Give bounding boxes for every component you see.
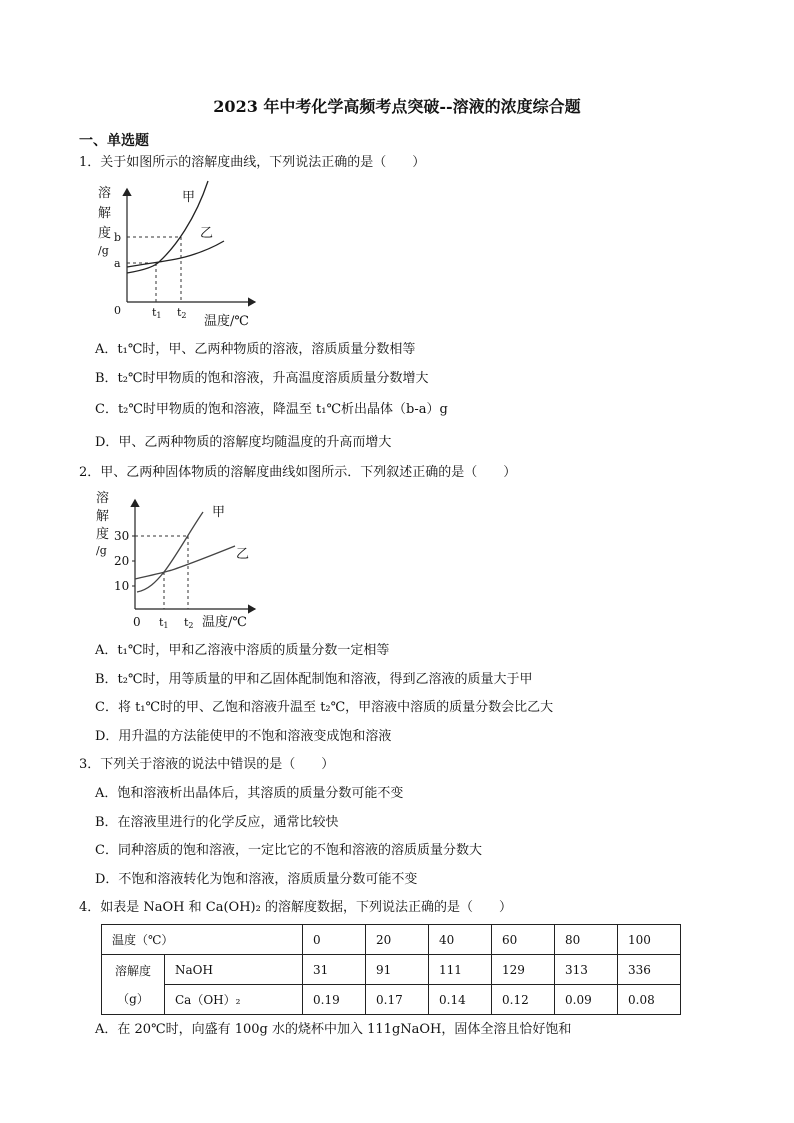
- q1-option-b: B．t₂℃时甲物质的饱和溶液，升高温度溶质质量分数增大: [95, 371, 429, 386]
- q3-option-b: B．在溶液里进行的化学反应，通常比较快: [95, 815, 339, 830]
- table-cell: 0.12: [492, 985, 555, 1015]
- question-2-stem: 2．甲、乙两种固体物质的溶解度曲线如图所示．下列叙述正确的是（ ）: [79, 465, 517, 480]
- table-cell: 40: [429, 925, 492, 955]
- q1-curve-jia: [127, 181, 208, 273]
- table-row: [102, 955, 681, 985]
- q3-option-a: A．饱和溶液析出晶体后，其溶质的质量分数可能不变: [95, 786, 404, 801]
- table-cell: 60: [492, 925, 555, 955]
- q2-solubility-figure: [90, 486, 265, 634]
- page-title: 2023 年中考化学高频考点突破--溶液的浓度综合题: [213, 97, 581, 116]
- table-row: [102, 925, 681, 955]
- table-cell: Ca（OH）₂: [165, 985, 303, 1015]
- table-cell: 0.17: [366, 985, 429, 1015]
- q1-ylabel-2: 解: [98, 206, 112, 221]
- q2-curve-jia: [137, 512, 203, 592]
- q2-ylabel-2: 解: [96, 509, 110, 524]
- q2-tick-30: 30: [114, 529, 130, 543]
- q1-option-d: D．甲、乙两种物质的溶解度均随温度的升高而增大: [95, 435, 392, 450]
- table-cell: 0.08: [618, 985, 681, 1015]
- q2-label-t2: t2: [184, 616, 194, 630]
- table-cell: 20: [366, 925, 429, 955]
- q1-ylabel-1: 溶: [98, 186, 112, 201]
- q1-option-a: A．t₁℃时，甲、乙两种物质的溶液，溶质质量分数相等: [95, 342, 416, 357]
- solubility-table: [101, 924, 681, 1015]
- q1-xlabel: 温度/℃: [204, 314, 249, 329]
- table-row: [102, 985, 681, 1015]
- q2-ylabel-1: 溶: [96, 491, 110, 506]
- q2-option-b: B．t₂℃时，用等质量的甲和乙固体配制饱和溶液，得到乙溶液的质量大于甲: [95, 672, 533, 687]
- table-cell: 0.19: [303, 985, 366, 1015]
- q1-label-jia: 甲: [182, 190, 196, 205]
- table-cell: 31: [303, 955, 366, 985]
- question-1-stem: 1．关于如图所示的溶解度曲线，下列说法正确的是（ ）: [79, 155, 426, 170]
- q2-tick-10: 10: [114, 579, 130, 593]
- q1-ylabel-4: /g: [98, 244, 109, 257]
- q2-ylabel-4: /g: [96, 544, 107, 557]
- table-cell: 313: [555, 955, 618, 985]
- table-cell: 0.14: [429, 985, 492, 1015]
- q2-label-t1: t1: [159, 616, 169, 630]
- table-header-label: 温度（℃）: [102, 925, 303, 955]
- q1-label-yi: 乙: [200, 226, 214, 241]
- q1-solubility-figure: [90, 175, 265, 330]
- q3-option-d: D．不饱和溶液转化为饱和溶液，溶质质量分数可能不变: [95, 872, 418, 887]
- table-cell: NaOH: [165, 955, 303, 985]
- q1-label-t2: t2: [177, 306, 187, 320]
- section-heading: 一、单选题: [79, 133, 149, 149]
- q2-curve-yi: [135, 546, 235, 579]
- q1-label-a: a: [114, 257, 121, 270]
- q1-origin: 0: [114, 304, 121, 317]
- question-3-stem: 3．下列关于溶液的说法中错误的是（ ）: [79, 757, 335, 772]
- q2-xlabel: 温度/℃: [202, 615, 247, 630]
- table-cell: 100: [618, 925, 681, 955]
- table-cell: 336: [618, 955, 681, 985]
- q3-option-c: C．同种溶质的饱和溶液，一定比它的不饱和溶液的溶质质量分数大: [95, 843, 482, 858]
- q2-option-a: A．t₁℃时，甲和乙溶液中溶质的质量分数一定相等: [95, 643, 390, 658]
- q1-ylabel-3: 度: [98, 226, 112, 241]
- q1-label-b: b: [114, 231, 122, 244]
- table-cell: 80: [555, 925, 618, 955]
- table-cell: 0: [303, 925, 366, 955]
- table-cell: 129: [492, 955, 555, 985]
- q4-option-a: A．在 20℃时，向盛有 100g 水的烧杯中加入 111gNaOH，固体全溶且恰好饱和: [95, 1022, 572, 1037]
- q1-option-c: C．t₂℃时甲物质的饱和溶液，降温至 t₁℃析出晶体（b-a）g: [95, 402, 448, 417]
- row-label-top: 溶解度: [114, 963, 151, 978]
- table-cell: 111: [429, 955, 492, 985]
- q2-ylabel-3: 度: [96, 527, 110, 542]
- row-label-bottom: （g）: [117, 991, 149, 1006]
- table-cell: 91: [366, 955, 429, 985]
- table-row-label: [102, 955, 165, 1015]
- q2-tick-20: 20: [114, 554, 130, 568]
- q2-label-jia: 甲: [212, 505, 226, 520]
- q2-label-yi: 乙: [236, 547, 250, 562]
- table-cell: 0.09: [555, 985, 618, 1015]
- q2-option-c: C．将 t₁℃时的甲、乙饱和溶液升温至 t₂℃，甲溶液中溶质的质量分数会比乙大: [95, 700, 554, 715]
- q2-origin: 0: [133, 615, 141, 629]
- q2-option-d: D．用升温的方法能使甲的不饱和溶液变成饱和溶液: [95, 729, 392, 744]
- question-4-stem: 4．如表是 NaOH 和 Ca(OH)₂ 的溶解度数据，下列说法正确的是（ ）: [79, 900, 512, 915]
- q1-label-t1: t1: [152, 306, 162, 320]
